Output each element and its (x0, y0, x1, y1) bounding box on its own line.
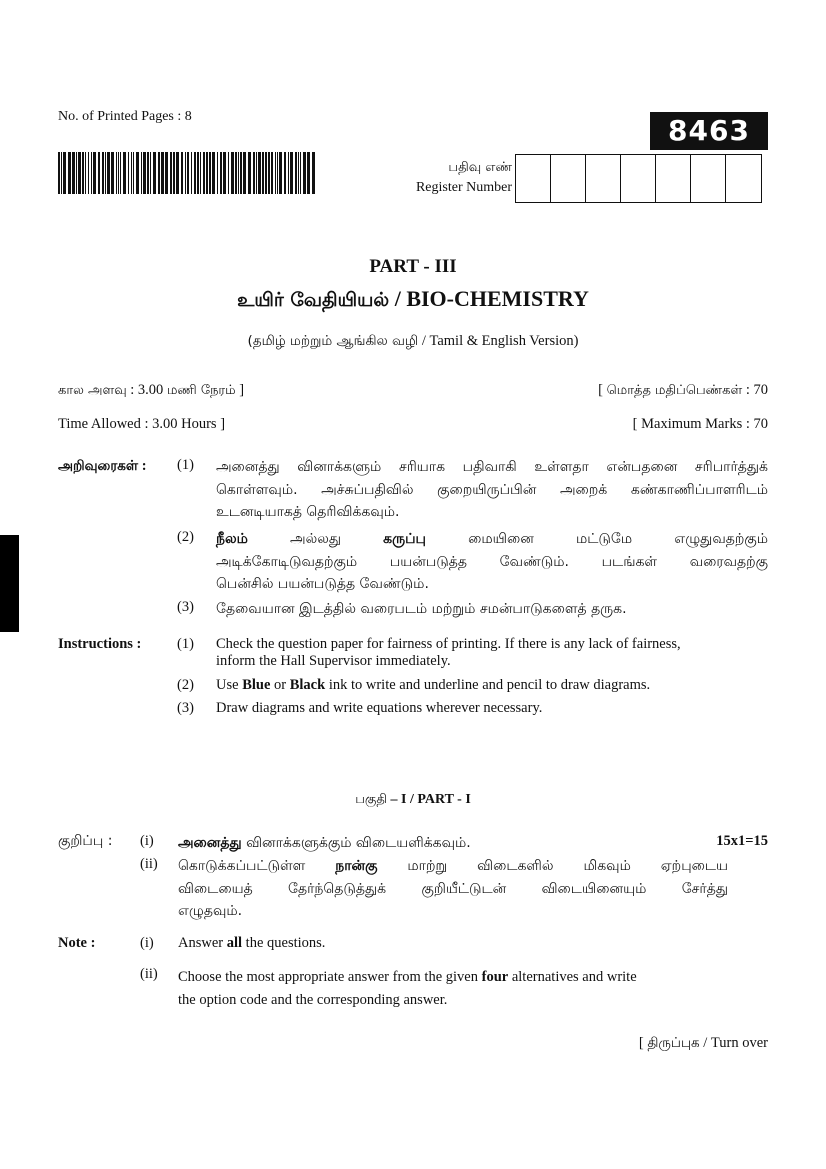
barcode-bar (235, 152, 237, 194)
time-tamil-end: ] (235, 382, 245, 398)
section-marks: 15x1=15 (716, 833, 768, 849)
max-marks-tamil (598, 382, 768, 399)
barcode-bar (133, 152, 134, 194)
barcode-bar (295, 152, 297, 194)
barcode-bar (312, 152, 315, 194)
subject-title-tamil: உயிர் வேதியியல் (237, 289, 390, 311)
barcode-bar (238, 152, 239, 194)
barcode-bar (143, 152, 146, 194)
time-allowed: Time Allowed : 3.00 Hours ] (58, 416, 226, 432)
tamil-instruction-2: நீலம் அல்லது கருப்பு மையினை மட்டுமே எழுதுவதற்கும் அடிக்கோடிடுவதற்கும் பயன்படுத்த வேண்டும். படங்கள் வரைவதற்கு பென்சில் பயன்படுத்த வேண்டும். (216, 531, 768, 592)
barcode-bar (203, 152, 205, 194)
register-number-label: Register Number (415, 180, 512, 195)
barcode-bar (111, 152, 114, 194)
max-marks: [ Maximum Marks : 70 (632, 416, 768, 432)
tamil-instruction-3: தேவையான இடத்தில் வரைபடம் மற்றும் சமன்பாடுகளைத் தருக. (216, 601, 627, 617)
barcode-bar (262, 152, 264, 194)
barcode-bar (240, 152, 242, 194)
barcode-bar (165, 152, 168, 194)
barcode-bar (150, 152, 151, 194)
barcode-bar (212, 152, 215, 194)
tamil-item-number: (1) (177, 457, 194, 473)
barcode-bar (303, 152, 306, 194)
instruction-1: Check the question paper for fairness of printing. If there is any lack of fairness, inform the Hall Supervisor immediately. (216, 636, 681, 669)
barcode-bar (173, 152, 175, 194)
barcode-bar (170, 152, 172, 194)
barcode-bar (161, 152, 164, 194)
barcode-bar (277, 152, 278, 194)
barcode-bar (76, 152, 77, 194)
barcode-bar (82, 152, 84, 194)
barcode-bar (116, 152, 117, 194)
barcode-bar (194, 152, 196, 194)
barcode-bar (223, 152, 226, 194)
barcode-bar (91, 152, 92, 194)
barcode-bar (248, 152, 251, 194)
barcode-bar (279, 152, 282, 194)
barcode-bar (85, 152, 86, 194)
time-tamil-unit: மணி நேரம் (166, 383, 236, 398)
barcode-bar (128, 152, 129, 194)
register-digit-box[interactable] (691, 155, 726, 202)
barcode-bar (275, 152, 276, 194)
part-heading: PART - III (369, 256, 457, 277)
instruction-number: (1) (177, 636, 194, 652)
barcode-bar (187, 152, 189, 194)
marks-tamil-value: : 70 (742, 382, 768, 398)
barcode-bar (118, 152, 119, 194)
barcode-bar (181, 152, 183, 194)
register-digit-box[interactable] (621, 155, 656, 202)
barcode-bar (243, 152, 246, 194)
barcode-bar (206, 152, 208, 194)
tamil-item-number: (2) (177, 529, 194, 545)
barcode-bar (136, 152, 139, 194)
kurippu-item-2: கொடுக்கப்பட்டுள்ள நான்கு மாற்று விடைகளில் மிகவும் ஏற்புடைய விடையைத் தேர்ந்தெடுத்துக் குறியீட்டுடன் விடையினையும் சேர்த்து எழுதவும். (178, 858, 729, 919)
barcode-bar (72, 152, 75, 194)
barcode-image (58, 152, 320, 194)
instructions-label: Instructions : (58, 636, 142, 652)
barcode-bar (220, 152, 222, 194)
register-digit-box[interactable] (516, 155, 551, 202)
barcode-bar (63, 152, 66, 194)
instruction-number: (2) (177, 677, 194, 693)
marks-tamil-label: மொத்த மதிப்பெண்கள் (606, 383, 743, 398)
barcode-bar (61, 152, 62, 194)
barcode-bar (176, 152, 179, 194)
marks-tamil-start: [ (598, 382, 607, 398)
barcode-bar (307, 152, 310, 194)
barcode-bar (107, 152, 110, 194)
barcode-bar (197, 152, 199, 194)
barcode-bar (268, 152, 270, 194)
instruction-2: Use Blue or Black ink to write and underline and pencil to draw diagrams. (216, 677, 651, 693)
paper-code-badge: 8463 (650, 112, 768, 150)
version-english: / Tamil & English Version) (418, 333, 579, 349)
barcode-bar (68, 152, 71, 194)
register-number-label-tamil: பதிவு எண் (448, 160, 512, 175)
barcode-bar (200, 152, 201, 194)
register-number-boxes (515, 154, 762, 203)
kurippu-label: குறிப்பு : (58, 833, 113, 849)
barcode-bar (284, 152, 286, 194)
printed-pages-count: No. of Printed Pages : 8 (58, 109, 192, 124)
time-marks-english-row (58, 416, 768, 433)
barcode-bar (300, 152, 301, 194)
barcode-bar (88, 152, 89, 194)
barcode-bar (256, 152, 257, 194)
barcode-bar (288, 152, 289, 194)
barcode-bar (120, 152, 121, 194)
barcode-bar (58, 152, 60, 194)
barcode-bar (105, 152, 106, 194)
barcode-bar (191, 152, 192, 194)
barcode-bar (265, 152, 267, 194)
barcode-bar (231, 152, 234, 194)
time-tamil-label: கால அளவு (58, 383, 127, 398)
barcode-bar (298, 152, 299, 194)
barcode-bar (217, 152, 218, 194)
note-label: Note : (58, 935, 96, 951)
barcode-bar (290, 152, 293, 194)
barcode-bar (253, 152, 255, 194)
barcode-bar (158, 152, 160, 194)
barcode-bar (185, 152, 186, 194)
note-number: (ii) (140, 966, 158, 982)
barcode-bar (258, 152, 261, 194)
margin-bar (0, 535, 19, 632)
time-tamil-value: : 3.00 (126, 382, 167, 398)
register-digit-box[interactable] (656, 155, 691, 202)
subject-separator: / (389, 286, 407, 311)
note-item-2: Choose the most appropriate answer from the given four alternatives and write the option code and the corresponding answer. (178, 969, 637, 1008)
version-line (0, 333, 826, 351)
note-number: (i) (140, 935, 154, 951)
barcode-bar (102, 152, 104, 194)
register-digit-box[interactable] (551, 155, 586, 202)
instruction-number: (3) (177, 700, 194, 716)
register-digit-box[interactable] (586, 155, 621, 202)
barcode-bar (141, 152, 142, 194)
kurippu-number: (ii) (140, 856, 158, 872)
barcode-bar (271, 152, 273, 194)
instruction-3: Draw diagrams and write equations wherever necessary. (216, 700, 543, 716)
barcode-bar (228, 152, 229, 194)
part-one-heading: பகுதி – I / PART - I (355, 792, 471, 807)
time-allowed-tamil (58, 382, 244, 399)
register-digit-box[interactable] (726, 155, 761, 202)
time-marks-tamil-row (58, 382, 768, 399)
subject-title (0, 286, 826, 314)
note-item-1: Answer all the questions. (178, 935, 326, 951)
barcode-bar (123, 152, 126, 194)
subject-title-english: BIO-CHEMISTRY (406, 286, 589, 311)
tamil-instructions-label: அறிவுரைகள் : (58, 458, 147, 474)
barcode-bar (209, 152, 211, 194)
kurippu-number: (i) (140, 833, 154, 849)
barcode-bar (98, 152, 100, 194)
barcode-bar (78, 152, 81, 194)
barcode-bar (153, 152, 156, 194)
tamil-item-number: (3) (177, 599, 194, 615)
version-tamil: (தமிழ் மற்றும் ஆங்கில வழி (247, 333, 419, 349)
barcode-bar (93, 152, 96, 194)
barcode-bar (147, 152, 149, 194)
kurippu-item-1: அனைத்து வினாக்களுக்கும் விடையளிக்கவும். (178, 835, 471, 851)
tamil-instruction-1: அனைத்து வினாக்களும் சரியாக பதிவாகி உள்ளதா என்பதனை சரிபார்த்துக் கொள்ளவும். அச்சுப்பதிவில் குறையிருப்பின் அறைக் கண்காணிப்பாளரிடம் உடனடியாகத் தெரிவிக்கவும். (216, 459, 768, 520)
turn-over-note: [ திருப்புக / Turn over (638, 1035, 768, 1051)
barcode-bar (131, 152, 132, 194)
